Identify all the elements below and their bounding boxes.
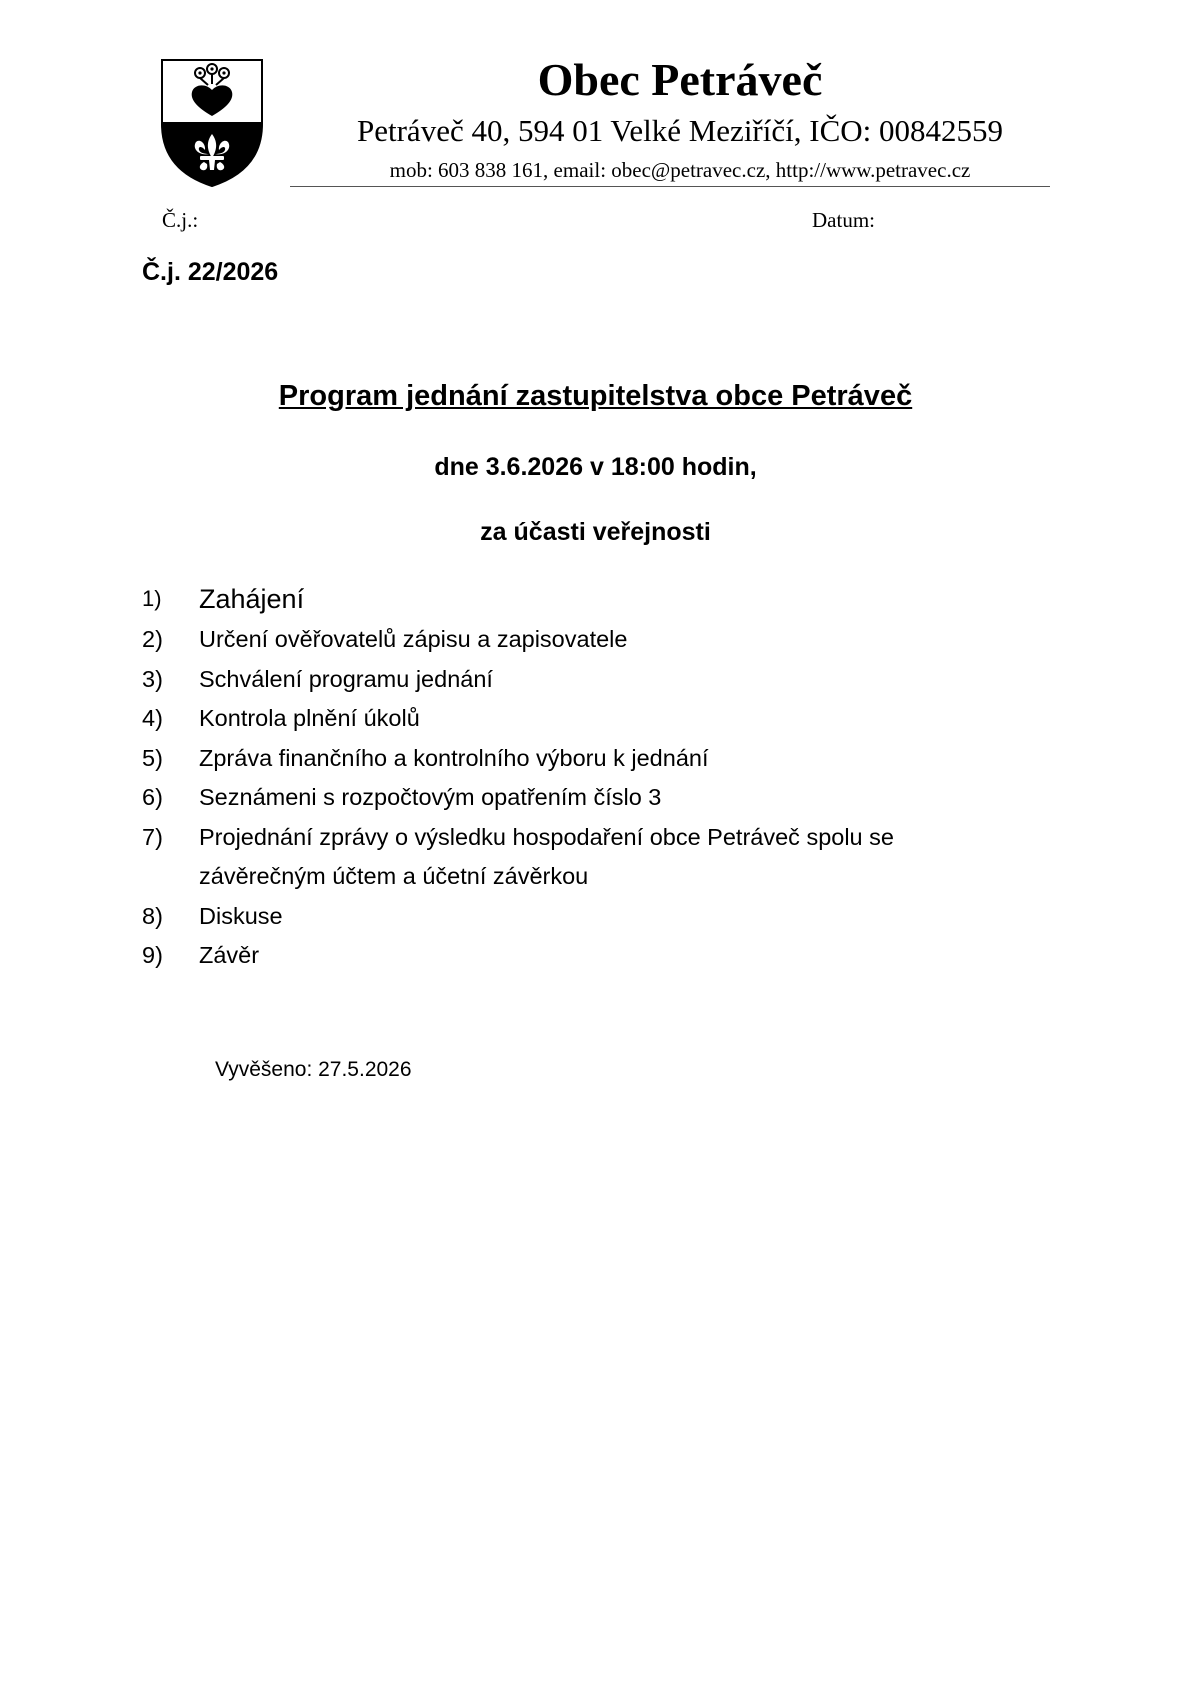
posted-date: Vyvěšeno: 27.5.2026: [215, 1058, 412, 1081]
municipality-name: Obec Petráveč: [537, 54, 823, 105]
agenda-item-text: Zpráva finančního a kontrolního výboru k jednání: [199, 744, 709, 771]
agenda-item-text: Projednání zprávy o výsledku hospodaření obce Petráveč spolu se závěrečným účtem a účetní závěrkou: [199, 823, 894, 889]
meeting-public-note: za účasti veřejnosti: [480, 518, 711, 546]
agenda-item-text: Kontrola plnění úkolů: [199, 705, 420, 731]
municipality-contact: mob: 603 838 161, email: obec@petravec.cz, http://www.petravec.cz: [389, 158, 971, 182]
agenda-list: [142, 578, 1042, 976]
agenda-item: [142, 699, 1042, 739]
municipality-address: Petráveč 40, 594 01 Velké Meziříčí, IČO: 00842559: [357, 113, 1003, 148]
agenda-item-number: 2): [142, 626, 163, 652]
agenda-item: [142, 897, 1042, 937]
document-title: Program jednání zastupitelstva obce Petráveč: [278, 380, 913, 412]
agenda-item: [142, 818, 1042, 897]
agenda-item: [142, 739, 1042, 779]
meeting-date: dne 3.6.2026 v 18:00 hodin,: [434, 453, 757, 481]
agenda-item-number: 3): [142, 665, 163, 692]
agenda-item: [142, 578, 1042, 620]
agenda-item-text: Určení ověřovatelů zápisu a zapisovatele: [199, 626, 628, 652]
agenda-item-number: 5): [142, 744, 163, 771]
agenda-item-number: 8): [142, 902, 163, 929]
agenda-item-text: Zahájení: [199, 584, 305, 614]
agenda-item-number: 1): [142, 586, 162, 611]
agenda-item-text: Seznámeni s rozpočtovým opatřením číslo 3: [199, 784, 662, 810]
agenda-item: [142, 620, 1042, 660]
reference-label: Č.j.:: [162, 208, 199, 232]
agenda-item-number: 7): [142, 823, 163, 850]
agenda-item-text: Diskuse: [199, 902, 283, 929]
agenda-item-number: 4): [142, 705, 163, 731]
agenda-item-text: Schválení programu jednání: [199, 665, 493, 692]
agenda-item-number: 6): [142, 784, 163, 810]
agenda-item: [142, 660, 1042, 700]
coat-of-arms-icon: [160, 58, 264, 188]
agenda-item-text: Závěr: [199, 942, 260, 968]
agenda-item: [142, 936, 1042, 976]
reference-number: Č.j. 22/2026: [142, 258, 279, 286]
date-label: Datum:: [812, 208, 875, 232]
agenda-item: [142, 778, 1042, 818]
agenda-item-number: 9): [142, 942, 163, 968]
header-divider: [290, 186, 1050, 187]
